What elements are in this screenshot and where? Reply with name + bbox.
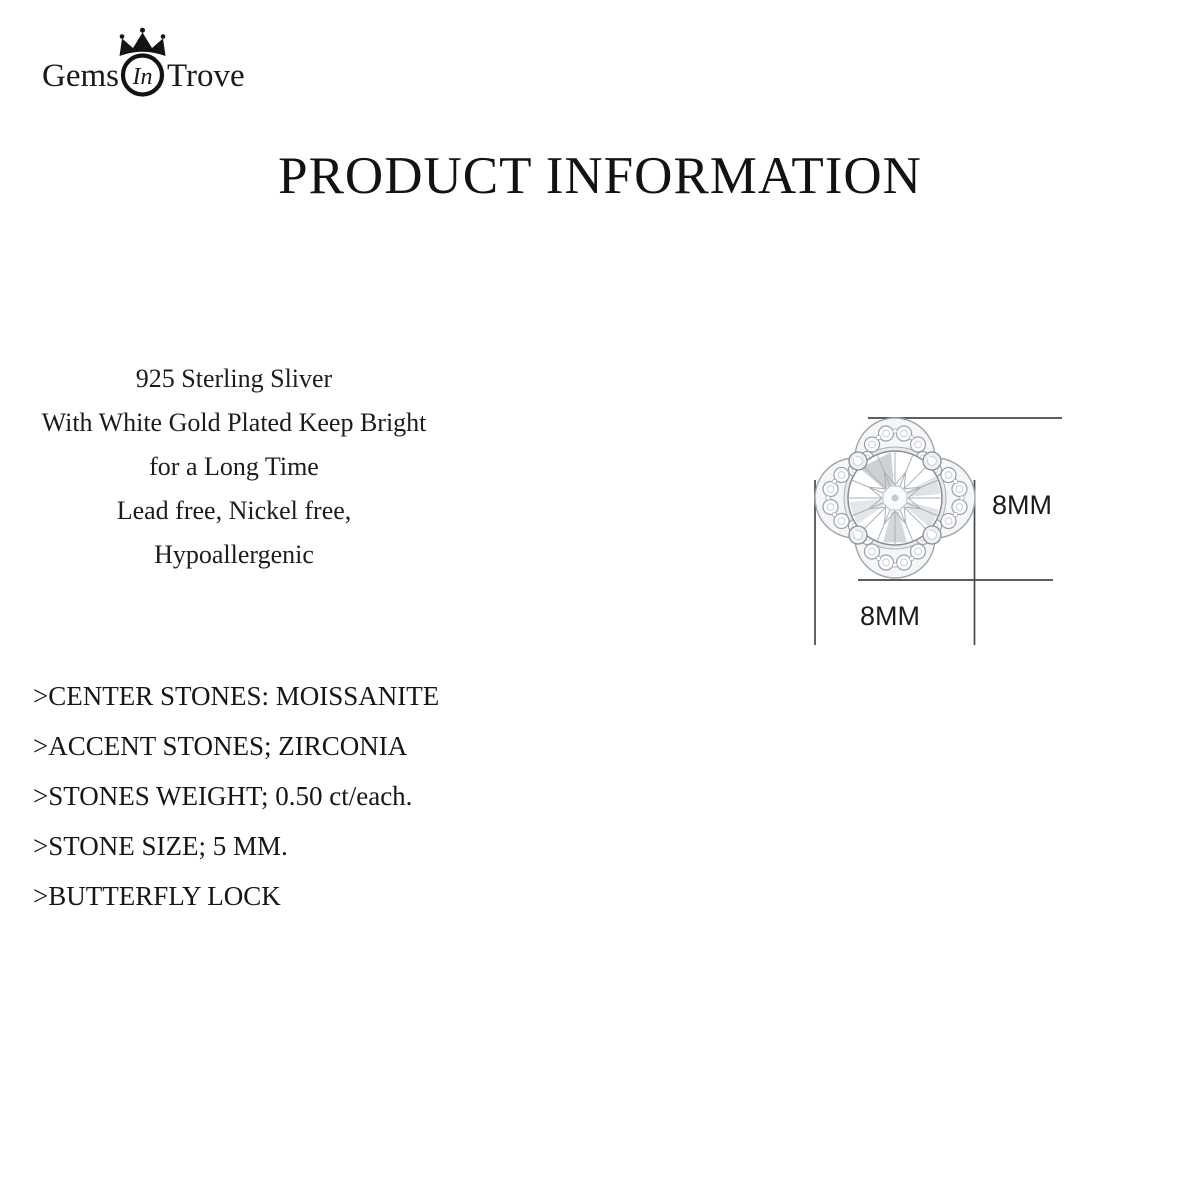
height-dimension-label: 8MM xyxy=(992,490,1052,520)
materials-block xyxy=(33,357,435,577)
crown-icon xyxy=(120,28,166,56)
page-title: PRODUCT INFORMATION xyxy=(278,147,922,205)
spec-line: >ACCENT STONES; ZIRCONIA xyxy=(33,731,408,761)
logo-monogram: In xyxy=(132,64,153,90)
millegrain-bead xyxy=(953,512,957,516)
millegrain-bead xyxy=(893,429,897,433)
millegrain-bead xyxy=(960,496,964,500)
millegrain-bead xyxy=(909,556,913,560)
spec-line: >STONES WEIGHT; 0.50 ct/each. xyxy=(33,781,413,811)
materials-line: Hypoallergenic xyxy=(154,540,314,569)
millegrain-bead xyxy=(832,479,836,483)
millegrain-bead xyxy=(876,435,880,439)
earring-image xyxy=(815,418,975,578)
millegrain-bead xyxy=(826,496,830,500)
width-dimension-label: 8MM xyxy=(860,601,920,631)
prong xyxy=(849,526,867,544)
millegrain-bead xyxy=(909,435,913,439)
millegrain-bead xyxy=(953,479,957,483)
materials-line: With White Gold Plated Keep Bright xyxy=(41,408,427,437)
earring-dimension-diagram xyxy=(760,400,1100,670)
spec-line: >STONE SIZE; 5 MM. xyxy=(33,831,288,861)
materials-line: Lead free, Nickel free, xyxy=(116,496,352,525)
spec-line: >BUTTERFLY LOCK xyxy=(33,881,281,911)
spec-line: >CENTER STONES: MOISSANITE xyxy=(33,681,440,711)
materials-line: 925 Sterling Sliver xyxy=(135,364,333,393)
specs-list xyxy=(33,671,553,921)
prong xyxy=(923,452,941,470)
millegrain-bead xyxy=(832,512,836,516)
millegrain-bead xyxy=(893,563,897,567)
millegrain-bead xyxy=(876,556,880,560)
logo-word-trove: Trove xyxy=(167,58,245,94)
prong xyxy=(849,452,867,470)
materials-line: for a Long Time xyxy=(149,452,319,481)
prong xyxy=(923,526,941,544)
logo-word-gems: Gems xyxy=(42,58,119,94)
brand-logo xyxy=(40,26,260,110)
